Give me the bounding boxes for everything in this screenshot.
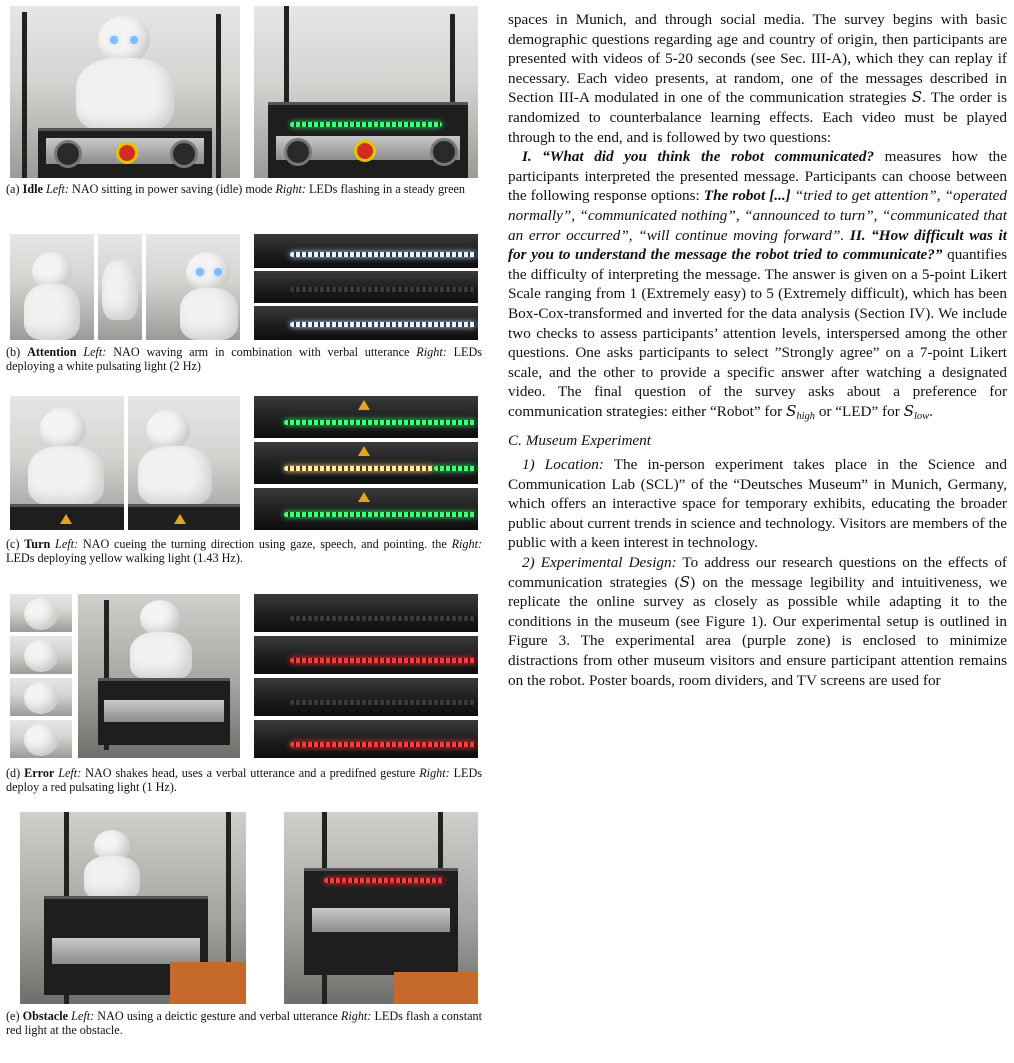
photo-led-obstacle [284,812,478,1004]
photo-nao-head-2 [10,636,72,674]
photo-nao-turn-2 [128,396,240,530]
figure-idle [6,6,480,216]
photo-led-red-4 [254,720,478,758]
photo-led-red-1 [254,594,478,632]
photo-led-green [254,6,478,178]
paragraph-location: 1) Location: The in-person experiment takes place in the Science and Communication Lab (SCL)” of the “Deutsches Museum” in Munich, Germany, which offers an interactive space for temporary exhibits, educating the broader public about current trends in science and technology. Visitors are members of the public with a keen interest in technology. [508,456,1007,552]
photo-led-white-3 [254,306,478,340]
paragraph-design: 2) Experimental Design: To address our research questions on the effects of communication strategies (S) on the message legibility and intuitiveness, we replicate the online survey as closely as possible while adapting it to the conditions in the museum (see Figure 1). Our experimental setup is outlined in Figure 3. The experimental area (purple zone) is enclosed to minimize distractions from other museum visitors and ensure participant attention remains on the robot. Poster boards, room dividers, and TV screens are used for [508,554,1007,689]
photo-led-red-2 [254,636,478,674]
photo-led-red-3 [254,678,478,716]
caption-idle: (a) Idle Left: NAO sitting in power saving (idle) mode Right: LEDs flashing in a steady green [6,182,466,196]
photo-led-yellow-2 [254,442,478,484]
paragraph-questions: I. “What did you think the robot communicated? measures how the participants interpreted the presented message. Participants can choose between the following response options: The robot [...] “tried to get attention”, “operated normally”, “communicated nothing”, “announced to turn”, “communicated that an error occurred”, “will continue moving forward”. II. “How difficult was it for you to understand the message the robot tried to communicate?” quantifies the difficulty of interpreting the message. The answer is given on a 5-point Likert Scale ranging from 1 (Extremely easy) to 5 (Extremely difficult), which has been Box-Cox-transformed and inverted for the data analysis (Section IV). We include two checks to assess participants’ attention levels, interspersed among the other questions. One asks participants to select ”Strongly agree” on a 7-point Likert scale, and the other to provide a specific answer after watching a designated video. The final question of the survey asks about a preference for communication strategies: either “Robot” for $S_{high}$ or “LED” for $S_{low}$. [508,148,1008,422]
photo-nao-waving-3 [146,234,240,340]
figure-error [6,594,483,795]
figure-obstacle [6,812,483,1038]
photo-nao-obstacle [20,812,246,1004]
photo-nao-head-4 [10,720,72,758]
photo-nao-head-3 [10,678,72,716]
figure-attention [6,234,483,394]
photo-led-white-2 [254,271,478,303]
paragraph-survey: spaces in Munich, and through social media. The survey begins with basic demographic questions regarding age and country of origin, then participants are presented with videos of 5-20 seconds (see Sec. III-A), which they can replay if necessary. Each video presents, at random, one of the messages described in Section III-A modulated in one of the communication strategies S. The order is randomized to counterbalance learning effects. Each video must be played through to the end, and is followed by two questions: [508,11,1007,146]
photo-led-yellow-1 [254,396,478,438]
photo-nao-idle [10,6,240,178]
figure-turn [6,396,483,566]
photo-led-yellow-3 [254,488,478,530]
body-text-column [508,10,1007,690]
section-heading-museum: C. Museum Experiment [508,432,651,450]
photo-nao-turn-1 [10,396,124,530]
photo-nao-waving-1 [10,234,94,340]
caption-attention: (b) Attention Left: NAO waving arm in combination with verbal utterance Right: LEDs deploying a white pulsating light (2 Hz) [6,345,483,374]
caption-error: (d) Error Left: NAO shakes head, uses a verbal utterance and a predifned gesture Right: LEDs deploy a red pulsating light (1 Hz). [6,766,483,795]
photo-nao-waving-2 [98,234,142,340]
photo-nao-error [78,594,240,758]
photo-led-white-1 [254,234,478,268]
photo-nao-head-1 [10,594,72,632]
caption-turn: (c) Turn Left: NAO cueing the turning direction using gaze, speech, and pointing. the Right: LEDs deploying yellow walking light (1.43 Hz). [6,537,483,566]
caption-obstacle: (e) Obstacle Left: NAO using a deictic gesture and verbal utterance Right: LEDs flash a constant red light at the obstacle. [6,1009,483,1038]
